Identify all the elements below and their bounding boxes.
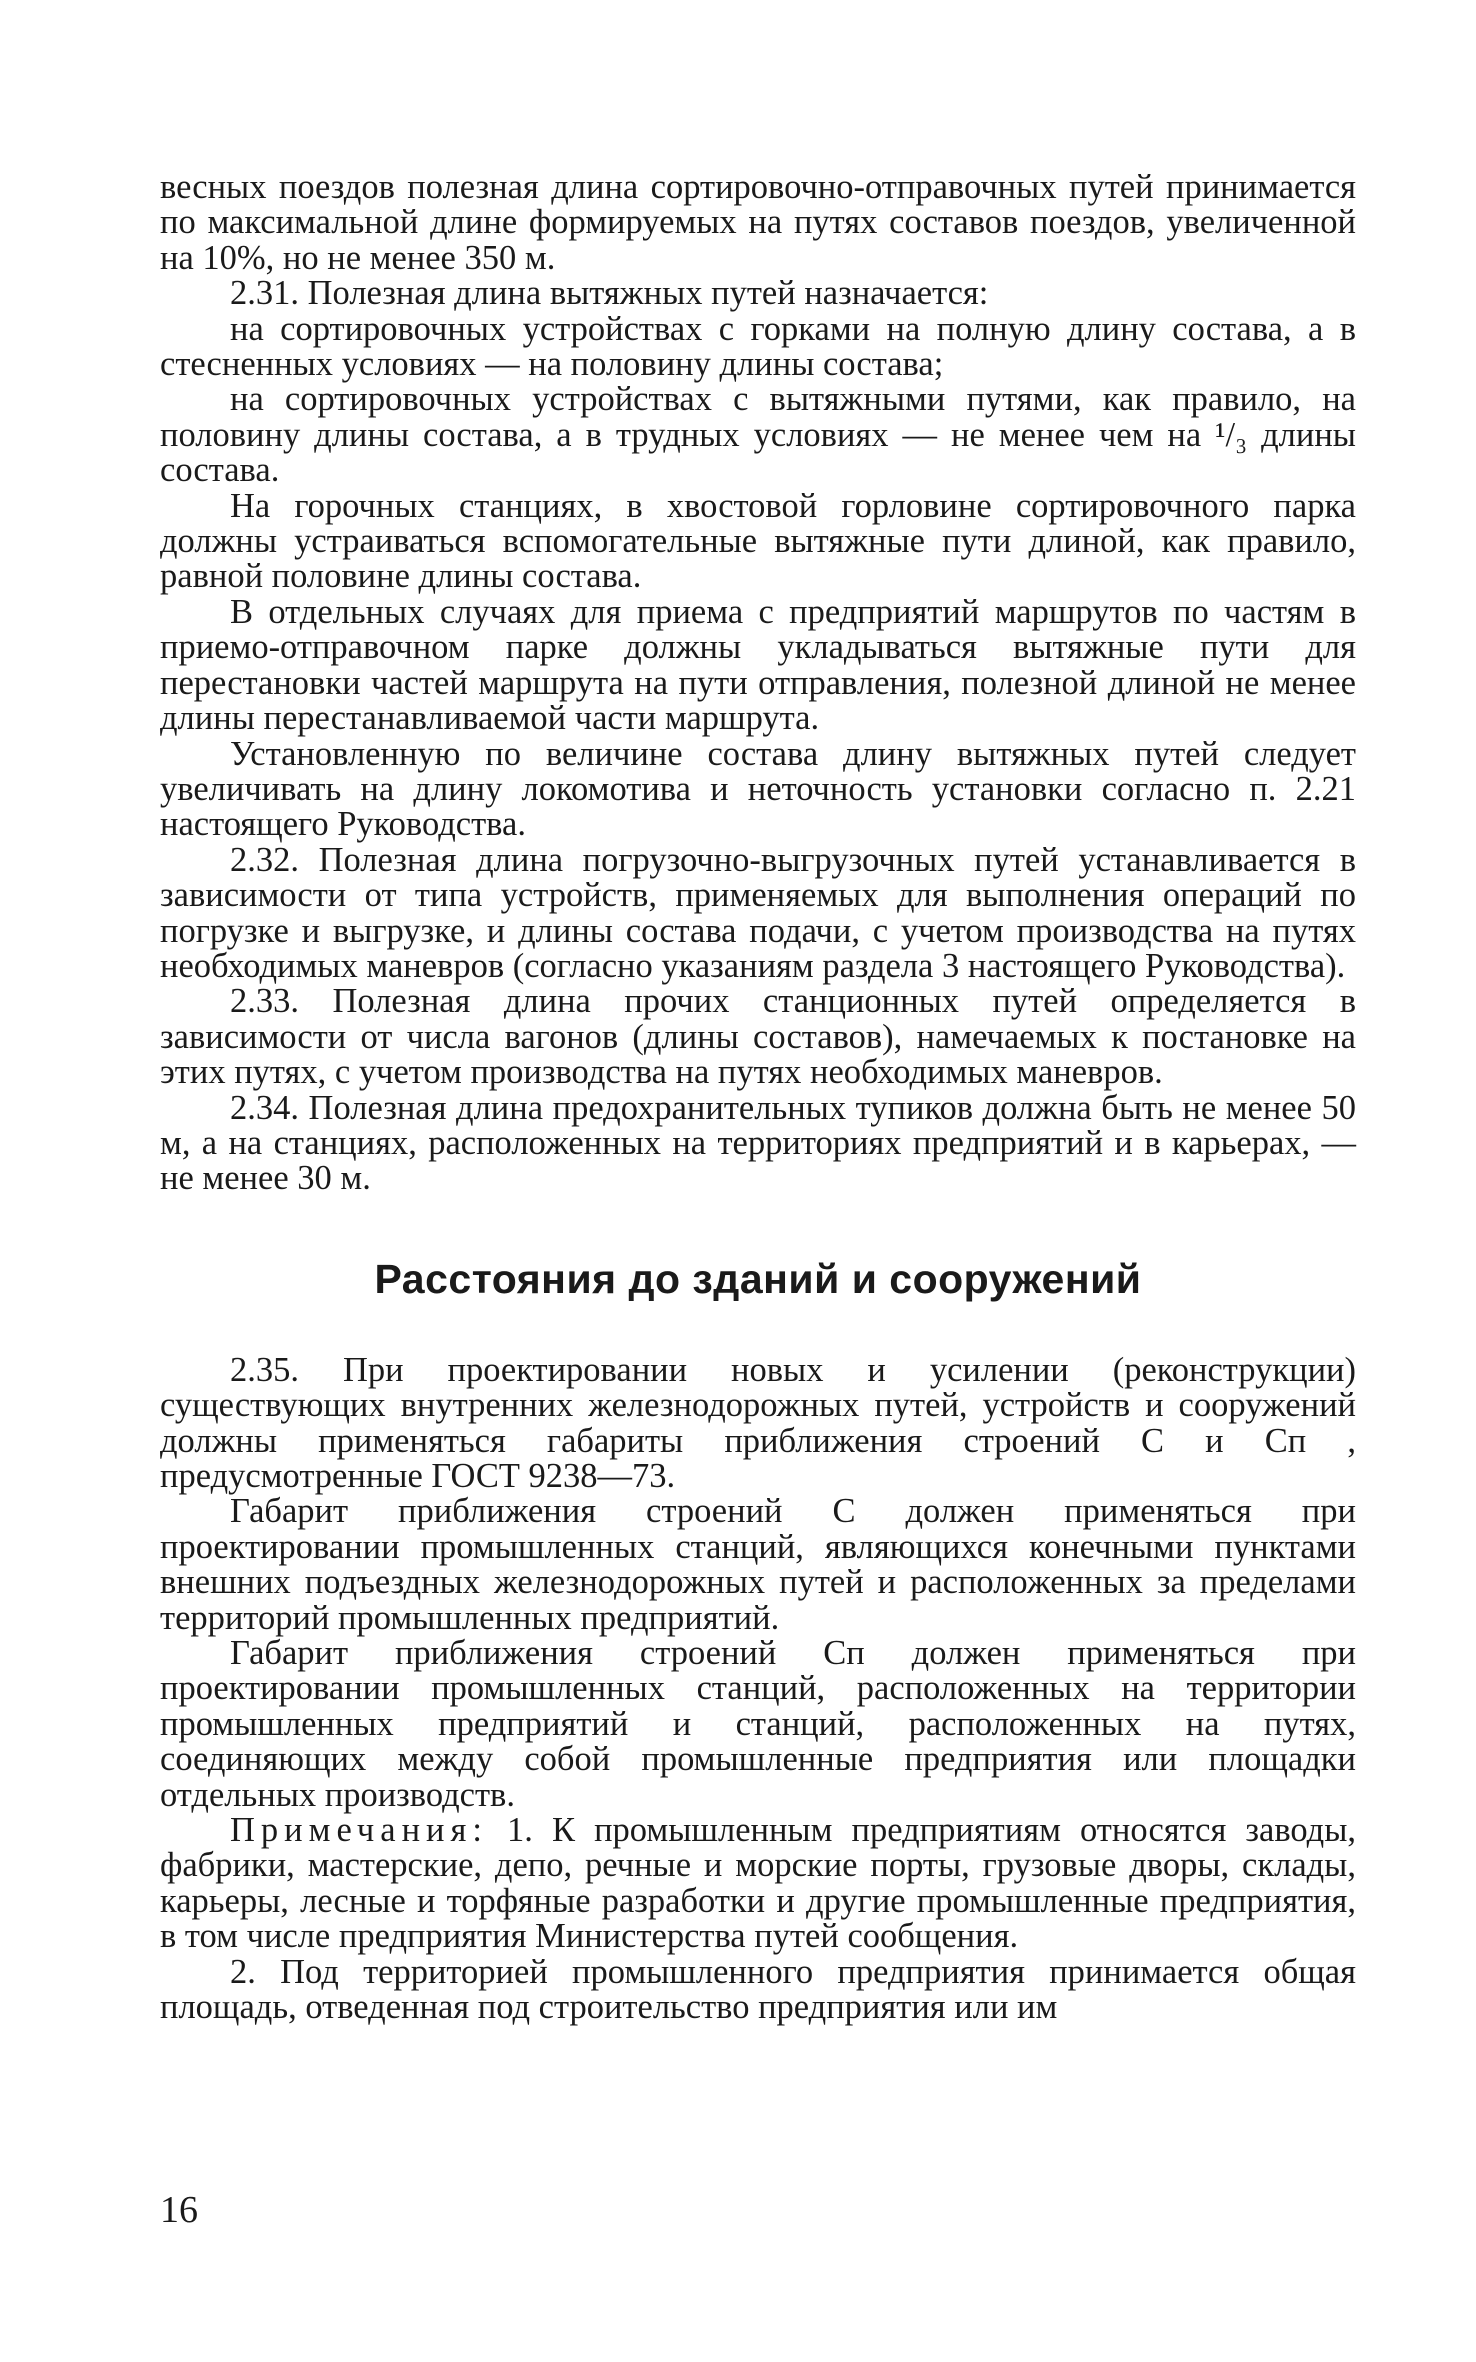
clause-2-33: 2.33. Полезная длина прочих станционных путей определяется в зависимости от числа вагонов (длины составов), намечаемых к постановке на этих путях, с учетом производства на путях необходимых маневров. [160, 982, 1356, 1092]
clause-2-35-para-3: Габарит приближения строений Сп должен применяться при проектировании промышленных станций, расположенных на территории промышленных предприятий и станций, расположенных на путях, соединяющих между собой промышленные предприятия или площадки отдельных производств. [160, 1634, 1356, 1814]
notes-paragraph [160, 1813, 1356, 1955]
note-2: 2. Под территорией промышленного предприятия принимается общая площадь, отведенная под строительство предприятия или им [160, 1952, 1356, 2027]
notes-text: 1. К промышленным предприятиям относятся заводы, фабрики, мастерские, депо, речные и морские порты, грузовые дворы, склады, карьеры, лесные и торфяные разработки и другие промышленные предприятия, в том числе предприятия Министерства путей сообщения. [160, 1811, 1356, 1956]
clause-2-35: 2.35. При проектировании новых и усилении (реконструкции) существующих внутренних железнодорожных путей, устройств и сооружений должны применяться габариты приближения строений С и Сп , предусмотренные ГОСТ 9238—73. [160, 1350, 1356, 1495]
clause-2-31-para-5: Установленную по величине состава длину вытяжных путей следует увеличивать на длину локомотива и неточность установки согласно п. 2.21 настоящего Руководства. [160, 734, 1356, 844]
clause-2-34: 2.34. Полезная длина предохранительных тупиков должна быть не менее 50 м, а на станциях, расположенных на территориях предприятий и в карьерах, — не менее 30 м. [160, 1088, 1356, 1198]
paragraph-continuation: весных поездов полезная длина сортировочно-отправочных путей принимается по максимальной длине формируемых на путях составов поездов, увеличенной на 10%, но не менее 350 м. [160, 168, 1356, 277]
clause-2-31: 2.31. Полезная длина вытяжных путей назначается: [230, 274, 989, 313]
clause-2-35-para-2: Габарит приближения строений С должен применяться при проектировании промышленных станций, являющихся конечными пунктами внешних подъездных железнодорожных путей и расположенных за пределами территорий промышленных предприятий. [160, 1492, 1356, 1637]
clause-2-31-item-2: на сортировочных устройствах с вытяжными путями, как правило, на половину длины состава, а в трудных условиях — не менее чем на ¹/₃ длины состава. [160, 380, 1356, 490]
page-number: 16 [160, 2189, 198, 2231]
section-heading: Расстояния до зданий и сооружений [374, 1255, 1142, 1302]
clause-2-32: 2.32. Полезная длина погрузочно-выгрузочных путей устанавливается в зависимости от типа устройств, применяемых для выполнения операций по погрузке и выгрузке, и длины состава подачи, с учетом производства на путях необходимых маневров (согласно указаниям раздела 3 настоящего Руководства). [160, 840, 1356, 985]
clause-2-31-para-3: На горочных станциях, в хвостовой горловине сортировочного парка должны устраиваться вспомогательные вытяжные пути длиной, как правило, равной половине длины состава. [160, 486, 1356, 596]
notes-label: Примечания: [230, 1811, 488, 1850]
clause-2-31-para-4: В отдельных случаях для приема с предприятий маршрутов по частям в приемо-отправочном парке должны укладываться вытяжные пути для перестановки частей маршрута на пути отправления, полезной длиной не менее длины перестанавливаемой части маршрута. [160, 592, 1356, 738]
page-body [160, 170, 1356, 2026]
clause-2-31-item-1: на сортировочных устройствах с горками на полную длину состава, а в стесненных условиях — на половину длины состава; [160, 309, 1356, 384]
